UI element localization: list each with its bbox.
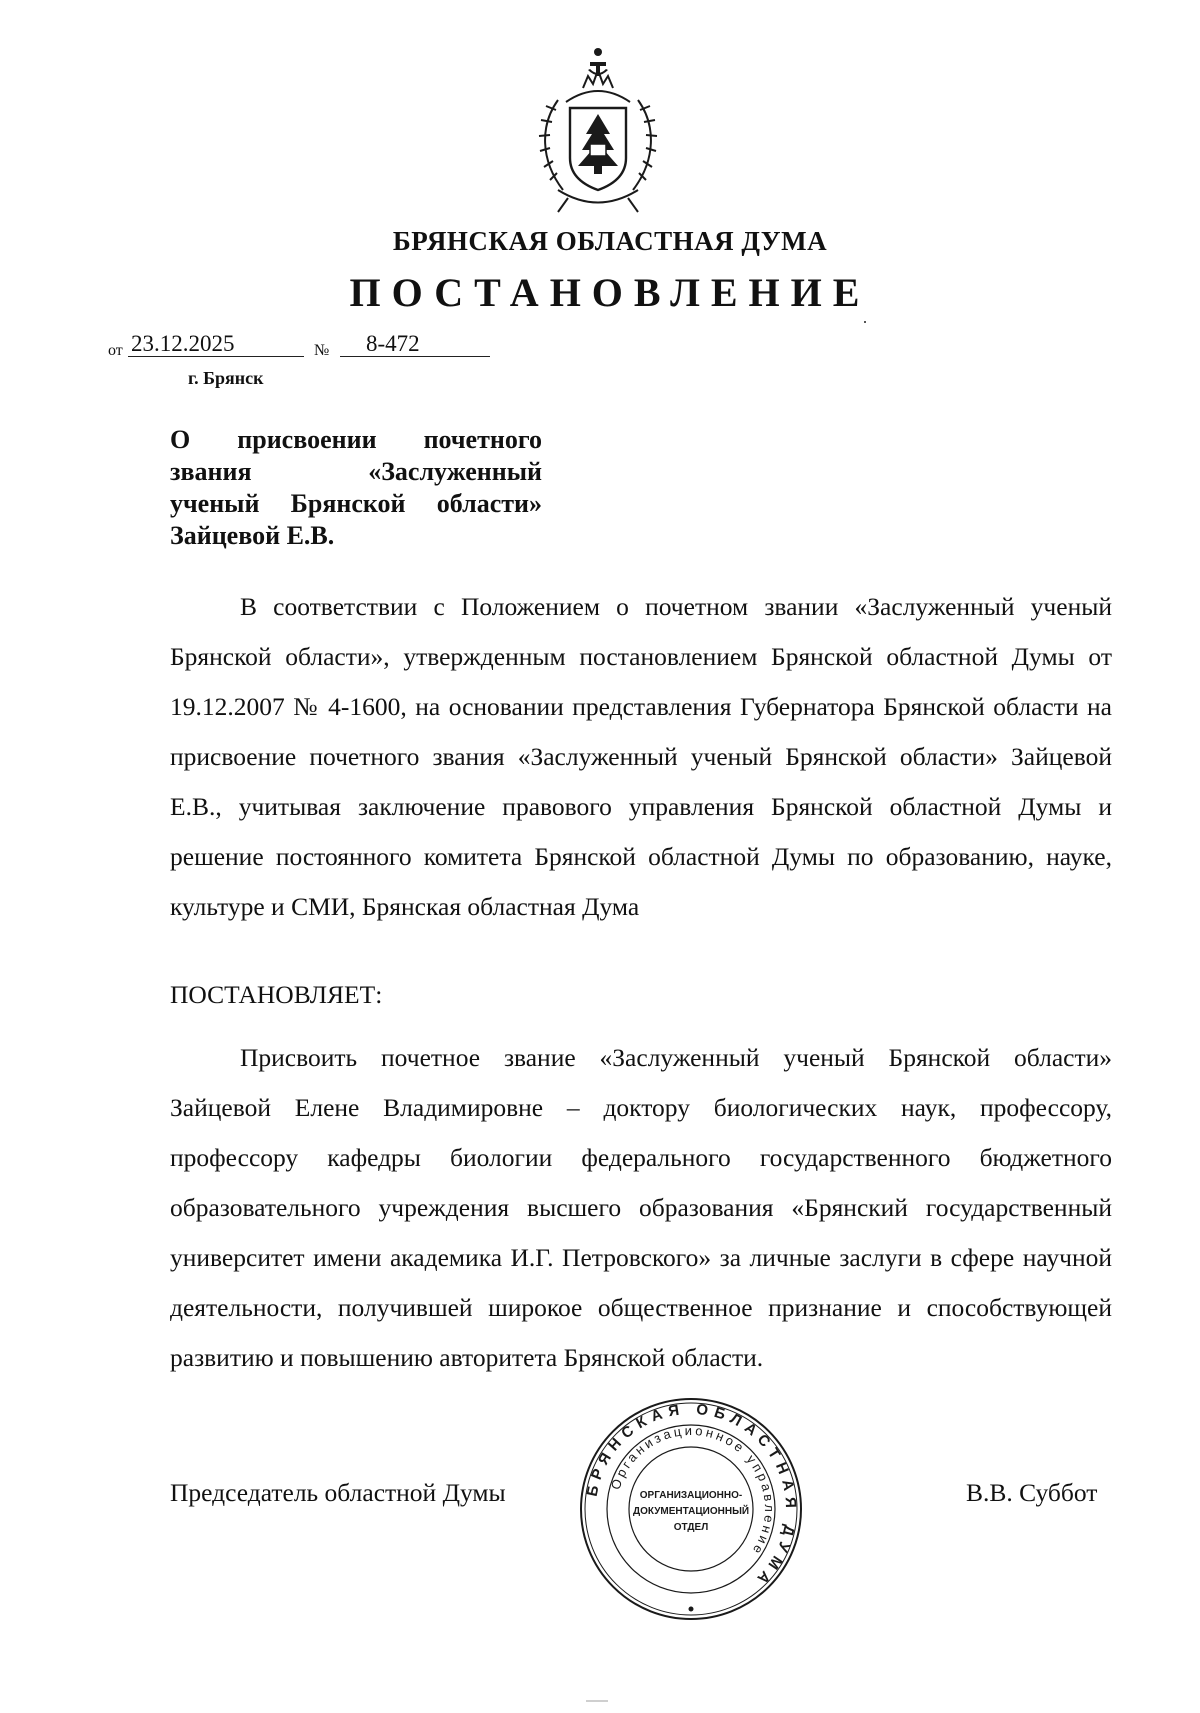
subject-line: Зайцевой Е.В. (170, 521, 335, 550)
official-stamp (576, 1394, 806, 1624)
stamp-center-line: ОРГАНИЗАЦИОННО- (639, 1490, 743, 1501)
signatory-name: В.В. Суббот (966, 1478, 1098, 1507)
date-prefix: от (108, 342, 123, 359)
stamp-center-line: ДОКУМЕНТАЦИОННЫЙ (632, 1506, 750, 1517)
document-meta (108, 330, 528, 390)
subject-line: О присвоении почетного (170, 425, 542, 454)
document-date: 23.12.2025 (131, 331, 235, 356)
document-number: 8-472 (366, 331, 420, 356)
subject-line: звания «Заслуженный (170, 457, 542, 486)
signatory-position: Председатель областной Думы (170, 1478, 506, 1507)
document-city: г. Брянск (188, 368, 264, 388)
stamp-outer-text: БРЯНСКАЯ ОБЛАСТНАЯ ДУМА (583, 1400, 800, 1592)
decision-text: Присвоить почетное звание «Заслуженный ученый Брянской области» Зайцевой Елене Владимировне – доктору биологических наук, профессору, профессору кафедры биологии федерального государственного бюджетного образовательного учреждения высшего образования «Брянский государственный университет имени академика И.Г. Петровского» за личные заслуги в сфере научной деятельности, получившей широкое общественное признание и способствующей развитию и повышению авторитета Брянской области. (170, 1043, 1112, 1372)
subject-line: ученый Брянской области» (170, 489, 542, 518)
decision-paragraph (170, 1033, 1112, 1383)
stamp-middle-text: Организационное управление (607, 1422, 778, 1560)
bryansk-coat-of-arms-icon (528, 40, 668, 220)
preamble-text: В соответствии с Положением о почетном звании «Заслуженный ученый Брянской области», утвержденным постановлением Брянской областной Думы от 19.12.2007 № 4-1600, на основании представления Губернатора Брянской области на присвоение почетного звания «Заслуженный ученый Брянской области» Зайцевой Е.В., учитывая заключение правового управления Брянской областной Думы и решение постоянного комитета Брянской областной Думы по образованию, науке, культуре и СМИ, Брянская областная Дума (170, 592, 1112, 921)
scan-dot (864, 321, 866, 323)
decree-word: ПОСТАНОВЛЯЕТ: (170, 980, 383, 1009)
preamble-paragraph (170, 582, 1112, 932)
organization-title: БРЯНСКАЯ ОБЛАСТНАЯ ДУМА (392, 226, 828, 256)
document-type-title: ПОСТАНОВЛЕНИЕ (349, 270, 871, 315)
number-prefix: № (314, 342, 330, 359)
document-subject (170, 424, 542, 552)
scan-edge-mark (586, 1700, 608, 1702)
stamp-center-line: ОТДЕЛ (673, 1522, 709, 1533)
